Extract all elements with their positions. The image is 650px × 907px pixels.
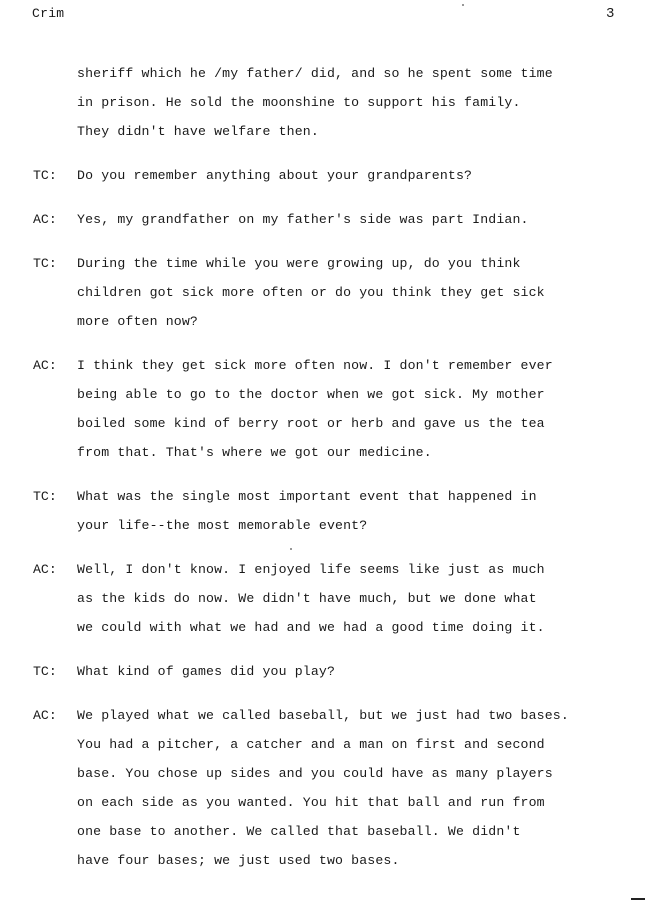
text-line: children got sick more often or do you think they get sick [77,285,545,300]
speaker-label: TC: [33,489,57,504]
text-line: Do you remember anything about your grandparents? [77,168,473,183]
paragraph-lines [77,249,545,336]
speaker-label: AC: [33,358,57,373]
speaker-label: AC: [33,708,57,723]
text-line: We played what we called baseball, but we just had two bases. [77,708,569,723]
edge-mark [631,898,645,900]
text-line: base. You chose up sides and you could have as many players [77,766,553,781]
text-line: your life--the most memorable event? [77,518,368,533]
speaker-label: AC: [33,212,57,227]
paragraph-lines [77,482,537,540]
speaker-label: TC: [33,664,57,679]
text-line: You had a pitcher, a catcher and a man on first and second [77,737,545,752]
text-line: from that. That's where we got our medicine. [77,445,432,460]
text-line: They didn't have welfare then. [77,124,319,139]
paragraph-lines [77,701,569,875]
text-line: in prison. He sold the moonshine to support his family. [77,95,521,110]
text-line: one base to another. We called that baseball. We didn't [77,824,521,839]
paper-speck [290,548,292,550]
text-line: have four bases; we just used two bases. [77,853,400,868]
paragraph-lines [77,161,472,190]
speaker-label: TC: [33,168,57,183]
text-line: on each side as you wanted. You hit that ball and run from [77,795,545,810]
text-line: During the time while you were growing up, do you think [77,256,521,271]
paragraph-lines [77,59,553,146]
paper-speck [462,4,464,6]
paragraph-lines [77,657,335,686]
text-line: What was the single most important event that happened in [77,489,537,504]
speaker-label: TC: [33,256,57,271]
header-name: Crim [32,6,65,21]
text-line: more often now? [77,314,198,329]
text-line: Well, I don't know. I enjoyed life seems like just as much [77,562,545,577]
paragraph-lines [77,351,553,467]
text-line: What kind of games did you play? [77,664,336,679]
text-line: I think they get sick more often now. I don't remember ever [77,358,553,373]
text-line: being able to go to the doctor when we got sick. My mother [77,387,545,402]
paragraph-lines [77,555,545,642]
text-line: sheriff which he /my father/ did, and so he spent some time [77,66,553,81]
text-line: Yes, my grandfather on my father's side was part Indian. [77,212,529,227]
text-line: as the kids do now. We didn't have much, but we done what [77,591,537,606]
text-line: we could with what we had and we had a good time doing it. [77,620,545,635]
paragraph-lines [77,205,529,234]
speaker-label: AC: [33,562,57,577]
text-line: boiled some kind of berry root or herb and gave us the tea [77,416,545,431]
page-number: 3 [606,6,615,22]
